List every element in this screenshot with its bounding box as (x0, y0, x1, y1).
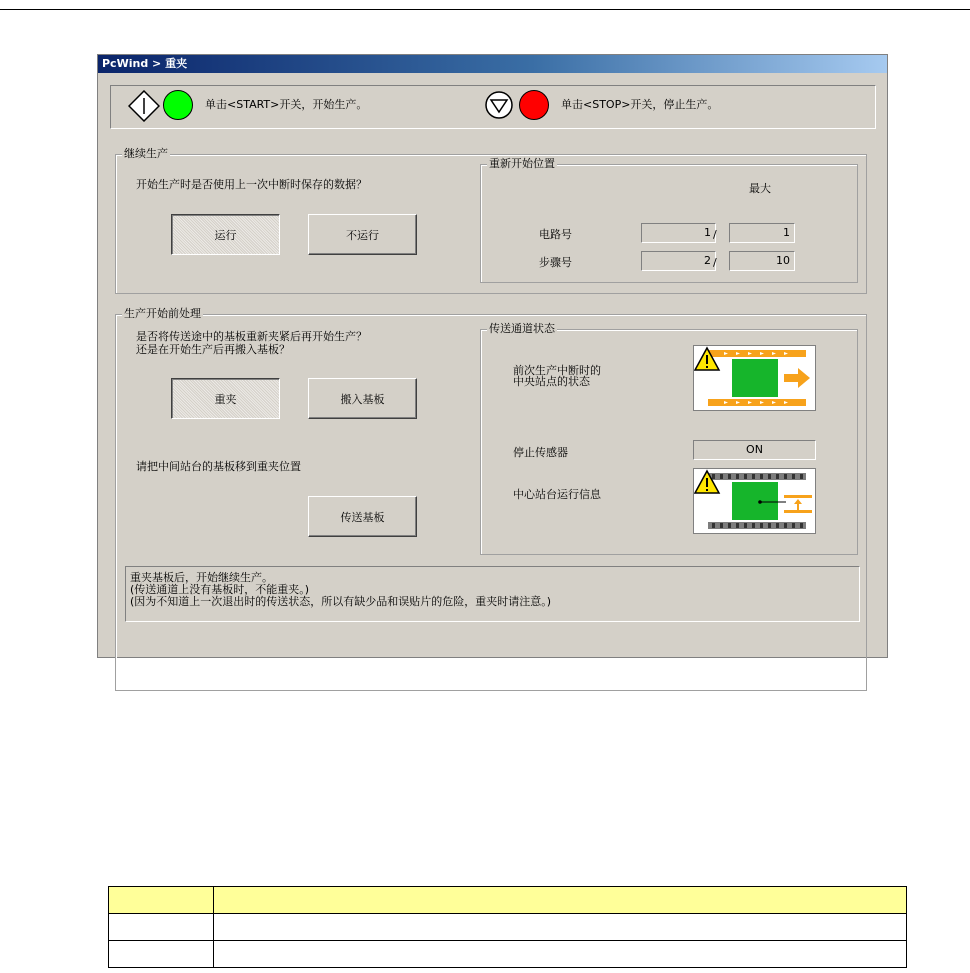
step-number-label: 步骤号 (539, 256, 572, 269)
circuit-number-current: 1 (641, 223, 716, 243)
pre-question-line2: 还是在开始生产后再搬入基板？ (136, 343, 290, 356)
table-header-row (109, 887, 907, 914)
stop-lamp-icon (519, 90, 549, 120)
prev-state-line1: 前次生产中断时的 (513, 364, 601, 377)
table-header-cell (109, 887, 214, 914)
conveyor-board-diagram-icon (694, 346, 815, 410)
prev-state-line2: 中央站点的状态 (513, 375, 590, 388)
conveyor-status-group (480, 322, 858, 555)
reclamp-window (97, 54, 888, 658)
message-line3: (因为不知道上一次退出时的传送状态，所以有缺少品和误贴片的危险，重夹时请注意。) (130, 595, 552, 608)
pre-processing-legend: 生产开始前处理 (124, 307, 201, 320)
table-header-cell (214, 887, 907, 914)
step-number-max: 10 (729, 251, 795, 271)
stop-sensor-label: 停止传感器 (513, 446, 568, 459)
table-row (109, 914, 907, 941)
circuit-number-label: 电路号 (539, 228, 572, 241)
table-cell (109, 914, 214, 941)
start-instruction: 单击<START>开关，开始生产。 (205, 98, 368, 111)
conveyor-status-legend: 传送通道状态 (489, 322, 555, 335)
center-station-diagram-icon (694, 469, 815, 533)
step-number-separator: / (713, 256, 717, 269)
restart-position-group (480, 157, 858, 283)
max-column-label: 最大 (749, 182, 771, 195)
page-top-rule (0, 9, 970, 10)
table-cell (214, 941, 907, 968)
message-line2: (传送通道上没有基板时，不能重夹。) (130, 583, 310, 596)
load-board-button[interactable]: 搬入基板 (308, 378, 417, 419)
reclamp-button[interactable]: 重夹 (171, 378, 280, 419)
pre-question-line1: 是否将传送途中的基板重新夹紧后再开始生产？ (136, 330, 367, 343)
start-switch-icon (128, 90, 160, 122)
run-button[interactable]: 运行 (171, 214, 280, 255)
window-titlebar: PcWind > 重夹 (98, 55, 887, 73)
move-board-hint: 请把中间站台的基板移到重夹位置 (136, 460, 301, 473)
start-stop-panel (110, 85, 876, 129)
restart-position-legend: 重新开始位置 (489, 157, 555, 170)
stop-instruction: 单击<STOP>开关，停止生产。 (561, 98, 719, 111)
table-row (109, 941, 907, 968)
continue-production-legend: 继续生产 (124, 147, 168, 160)
message-box (125, 566, 860, 622)
message-line1: 重夹基板后，开始继续生产。 (130, 571, 273, 584)
circuit-number-separator: / (713, 228, 717, 241)
pre-processing-group (115, 307, 867, 691)
center-info-label: 中心站台运行信息 (513, 488, 601, 501)
table-cell (109, 941, 214, 968)
description-table (108, 886, 907, 968)
no-run-button[interactable]: 不运行 (308, 214, 417, 255)
stop-switch-icon (484, 90, 514, 120)
stop-sensor-value: ON (693, 440, 816, 460)
transfer-board-button[interactable]: 传送基板 (308, 496, 417, 537)
start-lamp-icon (163, 90, 193, 120)
center-info-diagram (693, 468, 816, 534)
circuit-number-max: 1 (729, 223, 795, 243)
step-number-current: 2 (641, 251, 716, 271)
prev-state-diagram (693, 345, 816, 411)
continue-production-group (115, 147, 867, 294)
continue-question: 开始生产时是否使用上一次中断时保存的数据？ (136, 178, 367, 191)
table-cell (214, 914, 907, 941)
